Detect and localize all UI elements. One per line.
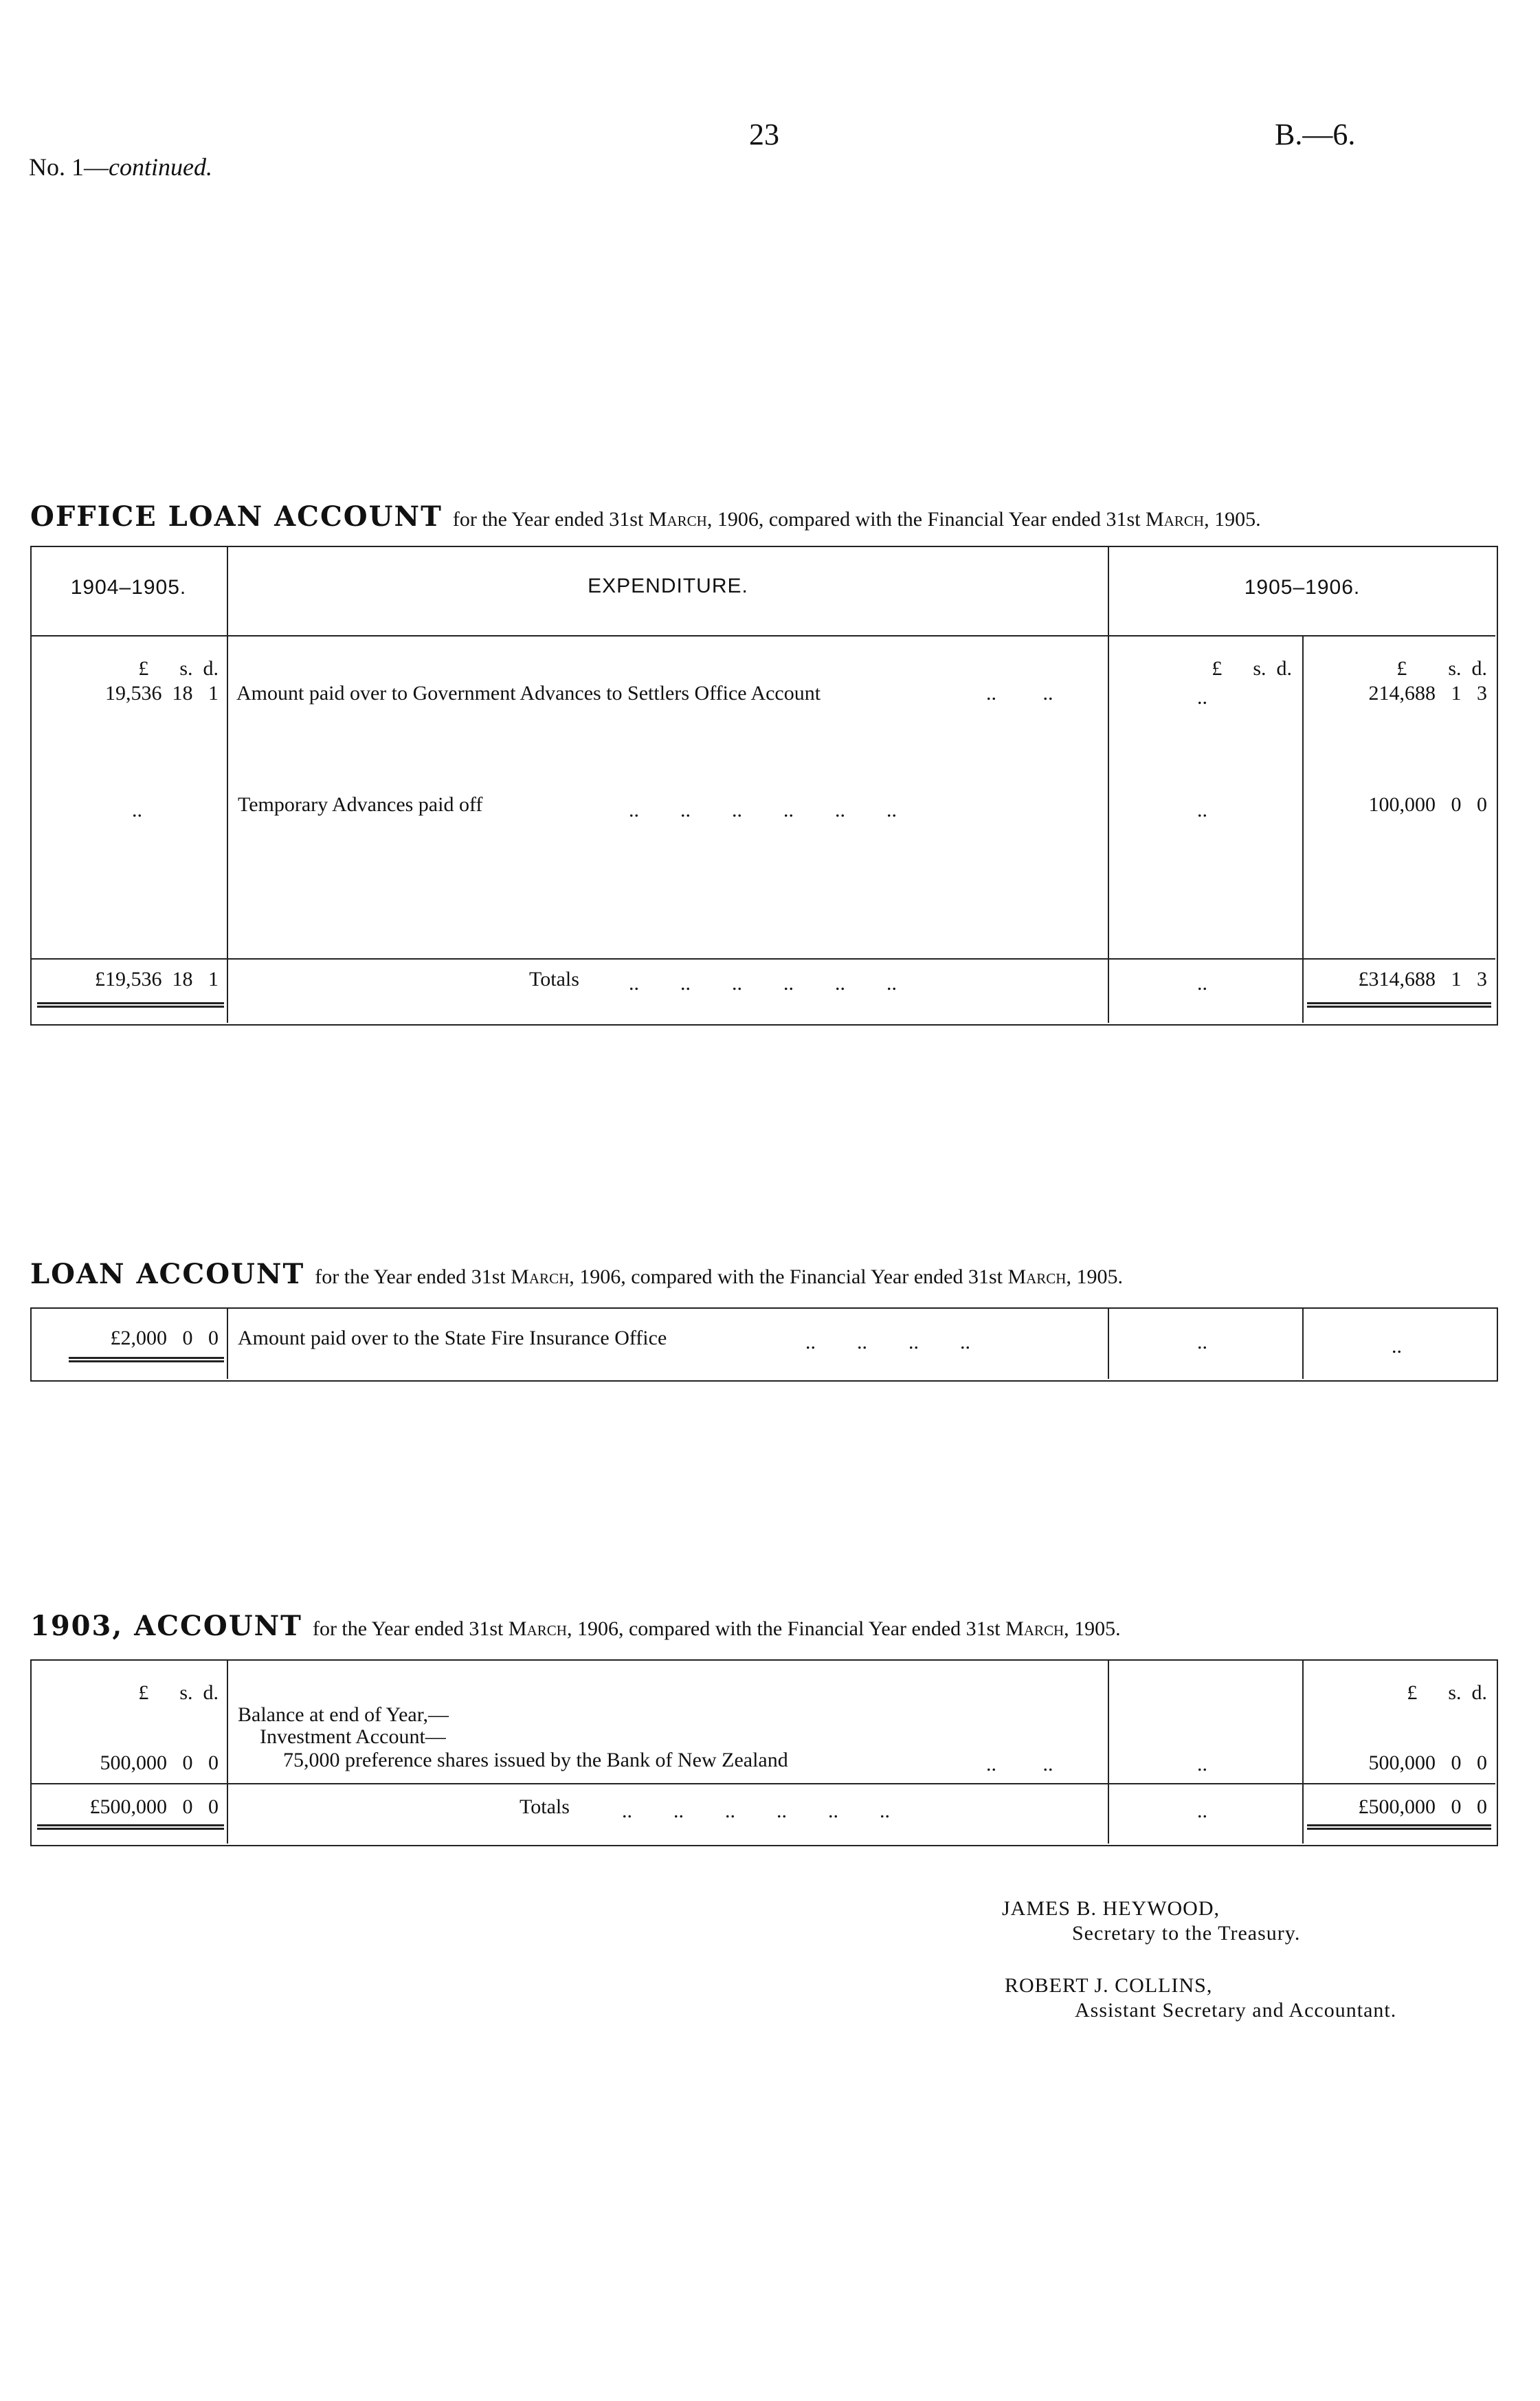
s3-units-right: £ s. d. [1407,1681,1487,1704]
row1-mid: .. [1197,686,1207,709]
row2-leader: .. .. .. .. .. .. [629,799,897,821]
s3-line3: 75,000 preference shares issued by the Bank of New Zealand [283,1749,788,1771]
s3-totals-leader: .. .. .. .. .. .. [622,1800,890,1822]
section1-title: OFFICE LOAN ACCOUNT for the Year ended 31st March, 1906, compared with the Financial Year ended 31st March, 1905. [30,500,1261,533]
row1-right: 214,688 1 3 [1368,682,1487,705]
s2-right: .. [1392,1335,1402,1358]
s3-total-right: £500,000 0 0 [1358,1795,1487,1818]
signatory-1-title: Secretary to the Treasury. [1072,1922,1301,1945]
units-left: £ s. d. [138,657,219,680]
row2-right: 100,000 0 0 [1368,793,1487,816]
s3-totals-label: Totals [520,1795,570,1818]
row1-left: 19,536 18 1 [105,682,219,705]
s2-desc: Amount paid over to the State Fire Insurance Office [238,1327,667,1349]
s2-left: £2,000 0 0 [110,1327,219,1349]
total-mid: .. [1197,972,1207,995]
total-left: £19,536 18 1 [95,968,219,991]
units-mid: £ s. d. [1212,657,1292,680]
row1-desc: Amount paid over to Government Advances to Settlers Office Account [236,682,821,705]
signatory-2-name: ROBERT J. COLLINS, [1005,1974,1213,1997]
s2-leader: .. .. .. .. [805,1331,970,1353]
s3-line2: Investment Account— [260,1725,446,1748]
continued-label: No. 1—continued. [29,153,212,181]
signatory-2-title: Assistant Secretary and Accountant. [1075,1999,1397,2022]
row2-desc: Temporary Advances paid off [238,793,483,816]
section3-title: 1903, ACCOUNT for the Year ended 31st March, 1906, compared with the Financial Year ended 31st March, 1905. [30,1610,1121,1642]
s3-leader: .. .. [986,1753,1053,1775]
total-right: £314,688 1 3 [1358,968,1487,991]
s3-units-left: £ s. d. [138,1681,219,1704]
col-header-1905: 1905–1906. [1244,576,1361,599]
s3-line1: Balance at end of Year,— [238,1703,449,1726]
col-header-expenditure: EXPENDITURE. [588,575,748,597]
col-header-1904: 1904–1905. [70,576,187,599]
s3-total-left: £500,000 0 0 [89,1795,219,1818]
s3-right: 500,000 0 0 [1368,1751,1487,1774]
paper-reference: B.—6. [1275,118,1356,151]
section2-title: LOAN ACCOUNT for the Year ended 31st March, 1906, compared with the Financial Year ended 31st March, 1905. [30,1258,1123,1290]
signatory-1-name: JAMES B. HEYWOOD, [1002,1897,1220,1920]
section1-table [30,546,1498,1026]
totals-label: Totals [529,968,579,991]
units-right: £ s. d. [1396,657,1487,680]
row2-left: .. [132,799,142,821]
s2-mid: .. [1197,1331,1207,1353]
totals-leader: .. .. .. .. .. .. [629,972,897,995]
row2-mid: .. [1197,799,1207,821]
page-number: 23 [749,118,779,151]
s3-left: 500,000 0 0 [100,1751,219,1774]
s3-mid: .. [1197,1753,1207,1775]
row1-leader: .. .. [986,682,1053,705]
s3-total-mid: .. [1197,1800,1207,1822]
